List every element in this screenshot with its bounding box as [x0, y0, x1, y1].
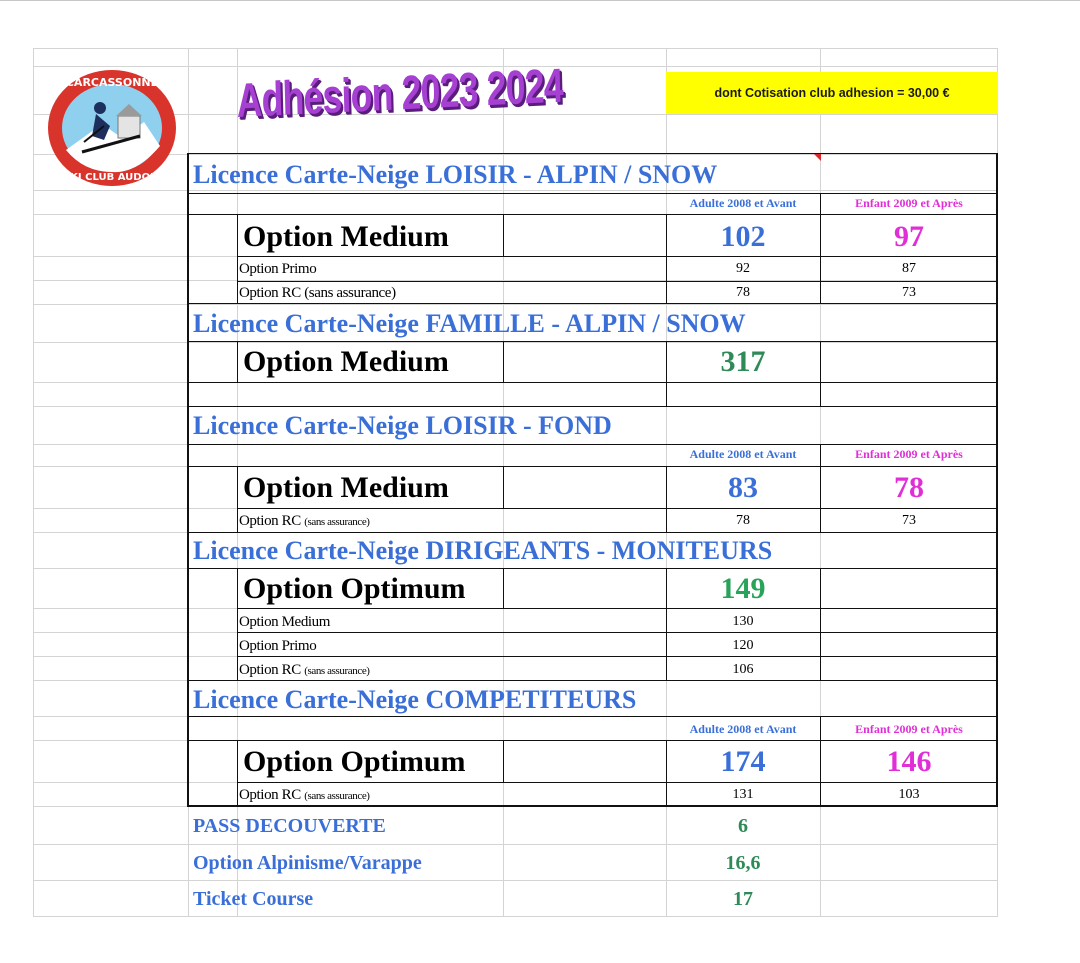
- col-header-adult: Adulte 2008 et Avant: [689, 196, 797, 210]
- section-heading: Licence Carte-Neige DIRIGEANTS - MONITEURS: [193, 536, 773, 565]
- ski-club-logo: [44, 66, 180, 190]
- price-adult: 120: [732, 638, 754, 653]
- price-child: 73: [902, 513, 916, 528]
- price-child: 97: [894, 220, 924, 253]
- col-header-adult: Adulte 2008 et Avant: [689, 447, 797, 461]
- price-child: 87: [902, 261, 916, 276]
- extra-label: Ticket Course: [193, 888, 314, 910]
- price-adult: 92: [736, 261, 750, 276]
- col-header-child: Enfant 2009 et Après: [855, 196, 963, 210]
- option-label: Option Medium: [239, 614, 331, 630]
- price-adult: 317: [720, 345, 766, 378]
- section-heading: Licence Carte-Neige LOISIR - ALPIN / SNOW: [193, 160, 718, 189]
- price-adult: 102: [720, 220, 766, 253]
- cotisation-note: dont Cotisation club adhesion = 30,00 €: [666, 72, 998, 114]
- extra-price: 16,6: [725, 852, 761, 874]
- price-child: 78: [894, 471, 924, 504]
- price-adult: 78: [736, 285, 750, 300]
- option-label: Option RC (sans assurance): [239, 662, 370, 678]
- price-adult: 106: [732, 662, 754, 677]
- price-adult: 149: [720, 572, 766, 605]
- price-child: 73: [902, 285, 916, 300]
- col-header-adult: Adulte 2008 et Avant: [689, 722, 797, 736]
- price-adult: 131: [732, 787, 754, 802]
- price-child: 146: [886, 745, 932, 778]
- col-header-child: Enfant 2009 et Après: [855, 447, 963, 461]
- price-child: 103: [898, 787, 920, 802]
- price-adult: 174: [720, 745, 766, 778]
- option-label: Option Primo: [239, 261, 317, 277]
- option-label: Option Optimum: [243, 745, 466, 778]
- option-label: Option Medium: [243, 345, 449, 378]
- option-label: Option Optimum: [243, 572, 466, 605]
- option-label: Option Medium: [243, 220, 449, 253]
- logo-top-text: CARCASSONNE: [65, 76, 159, 89]
- option-label: Option Medium: [243, 471, 449, 504]
- section-heading: Licence Carte-Neige LOISIR - FOND: [193, 411, 612, 440]
- comment-marker: [814, 154, 821, 161]
- price-adult: 83: [728, 471, 758, 504]
- extra-price: 6: [738, 815, 748, 837]
- col-header-child: Enfant 2009 et Après: [855, 722, 963, 736]
- option-label: Option RC (sans assurance): [239, 787, 370, 803]
- option-label: Option RC (sans assurance): [239, 513, 370, 529]
- extra-price: 17: [733, 888, 753, 910]
- extra-label: PASS DECOUVERTE: [193, 815, 386, 837]
- page-title: Adhésion 2023 2024: [236, 59, 564, 128]
- logo-bottom-text: SKI CLUB AUDOIS: [62, 172, 162, 183]
- option-label: Option RC (sans assurance): [239, 285, 396, 301]
- extra-label: Option Alpinisme/Varappe: [193, 852, 422, 874]
- price-adult: 78: [736, 513, 750, 528]
- option-label: Option Primo: [239, 638, 317, 654]
- section-heading: Licence Carte-Neige FAMILLE - ALPIN / SNOW: [193, 309, 746, 338]
- price-adult: 130: [732, 614, 754, 629]
- top-divider: [0, 0, 1080, 1]
- section-heading: Licence Carte-Neige COMPETITEURS: [193, 685, 637, 714]
